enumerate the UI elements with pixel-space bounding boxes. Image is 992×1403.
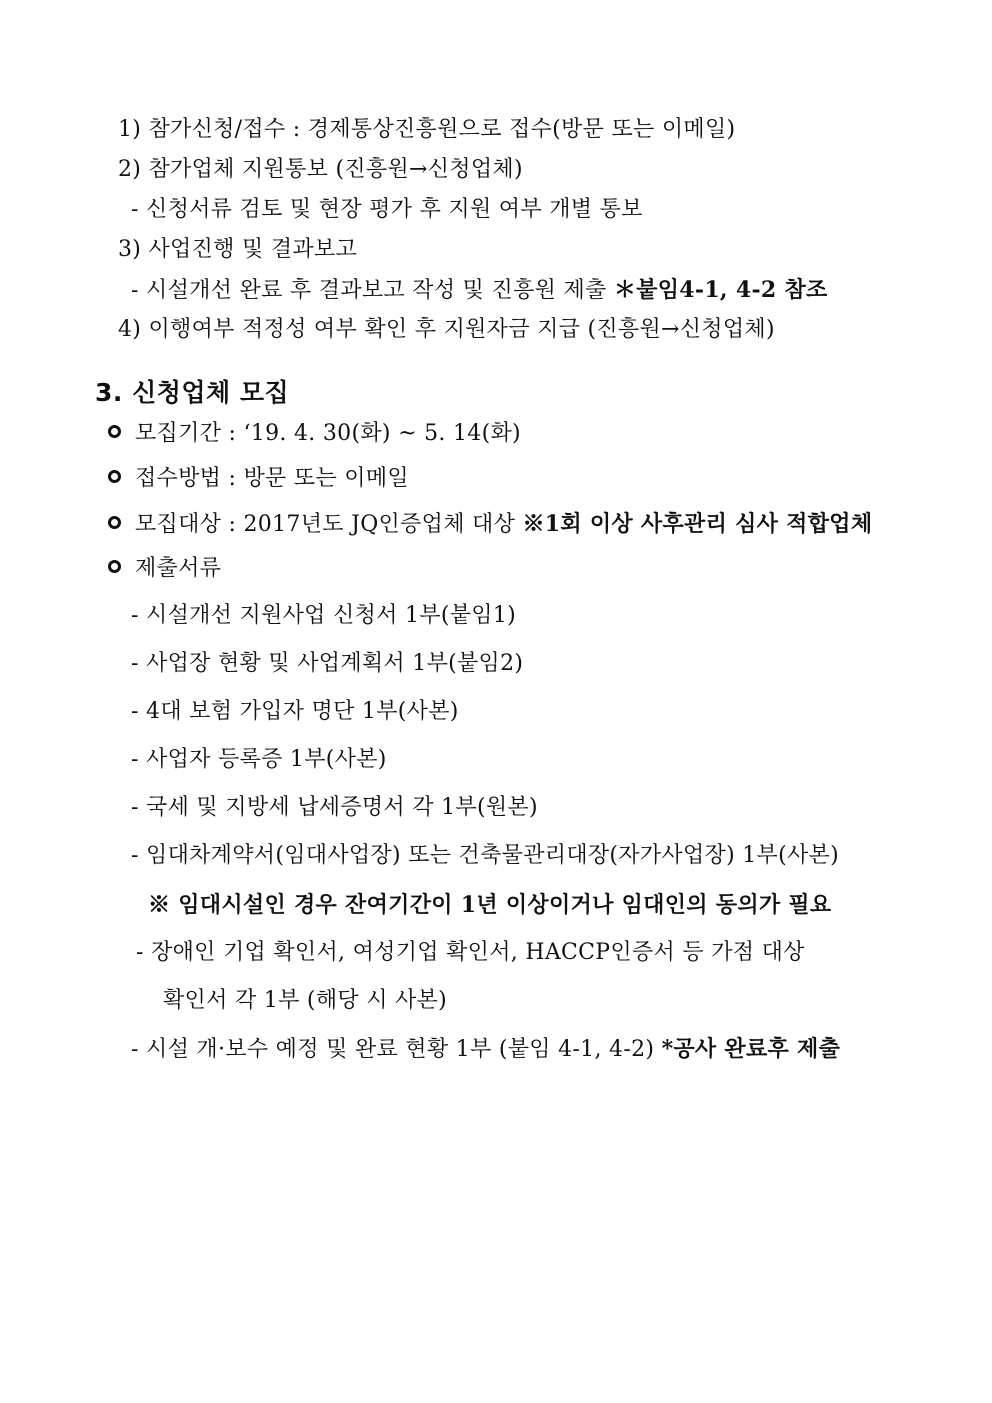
circle-bullet-icon <box>108 425 121 438</box>
recruit-period-text: 모집기간 : ‘19. 4. 30(화) ~ 5. 14(화) <box>135 421 521 446</box>
process-step-2: 2) 참가업체 지원통보 (진흥원→신청업체) <box>118 157 523 182</box>
recruit-target <box>108 513 872 536</box>
recruit-target-note: ※1회 이상 사후관리 심사 적합업체 <box>522 511 873 537</box>
process-step-4: 4) 이행여부 적정성 여부 확인 후 지원자금 지급 (진흥원→신청업체) <box>118 317 775 342</box>
document-item-1: - 시설개선 지원사업 신청서 1부(붙임1) <box>131 603 516 628</box>
document-item-6: - 임대차계약서(임대사업장) 또는 건축물관리대장(자가사업장) 1부(사본) <box>131 843 839 868</box>
process-step-3-detail <box>131 279 828 302</box>
submission-method <box>108 468 409 490</box>
document-item-8-note: *공사 완료후 제출 <box>661 1036 841 1062</box>
document-item-3: - 4대 보험 가입자 명단 1부(사본) <box>131 699 459 724</box>
document-item-8-text: - 시설 개·보수 예정 및 완료 현황 1부 (붙임 4-1, 4-2) <box>131 1037 655 1062</box>
circle-bullet-icon <box>108 470 121 483</box>
recruit-period <box>108 423 521 445</box>
section-3-title: 3. 신청업체 모집 <box>95 378 290 407</box>
process-step-3-note: ＊붙임4-1, 4-2 참조 <box>613 277 828 303</box>
process-step-1: 1) 참가신청/접수 : 경제통상진흥원으로 접수(방문 또는 이메일) <box>118 117 736 142</box>
lease-note: ※ 임대시설인 경우 잔여기간이 1년 이상이거나 임대인의 동의가 필요 <box>148 892 832 918</box>
submission-method-text: 접수방법 : 방문 또는 이메일 <box>135 466 409 491</box>
process-step-2-detail: - 신청서류 검토 및 현장 평가 후 지원 여부 개별 통보 <box>131 197 643 222</box>
document-item-7: - 장애인 기업 확인서, 여성기업 확인서, HACCP인증서 등 가점 대상 <box>136 940 805 965</box>
recruit-target-text: 모집대상 : 2017년도 JQ인증업체 대상 <box>135 512 516 537</box>
process-step-3-detail-text: - 시설개선 완료 후 결과보고 작성 및 진흥원 제출 <box>131 278 607 303</box>
document-item-8 <box>131 1038 840 1061</box>
required-documents-label: 제출서류 <box>135 556 222 581</box>
document-item-7-continued: 확인서 각 1부 (해당 시 사본) <box>163 988 448 1013</box>
required-documents <box>108 558 221 580</box>
circle-bullet-icon <box>108 516 121 529</box>
document-item-2: - 사업장 현황 및 사업계획서 1부(붙임2) <box>131 651 524 676</box>
document-item-4: - 사업자 등록증 1부(사본) <box>131 747 387 772</box>
document-item-5: - 국세 및 지방세 납세증명서 각 1부(원본) <box>131 795 538 820</box>
process-step-3: 3) 사업진행 및 결과보고 <box>118 237 358 262</box>
circle-bullet-icon <box>108 560 121 573</box>
